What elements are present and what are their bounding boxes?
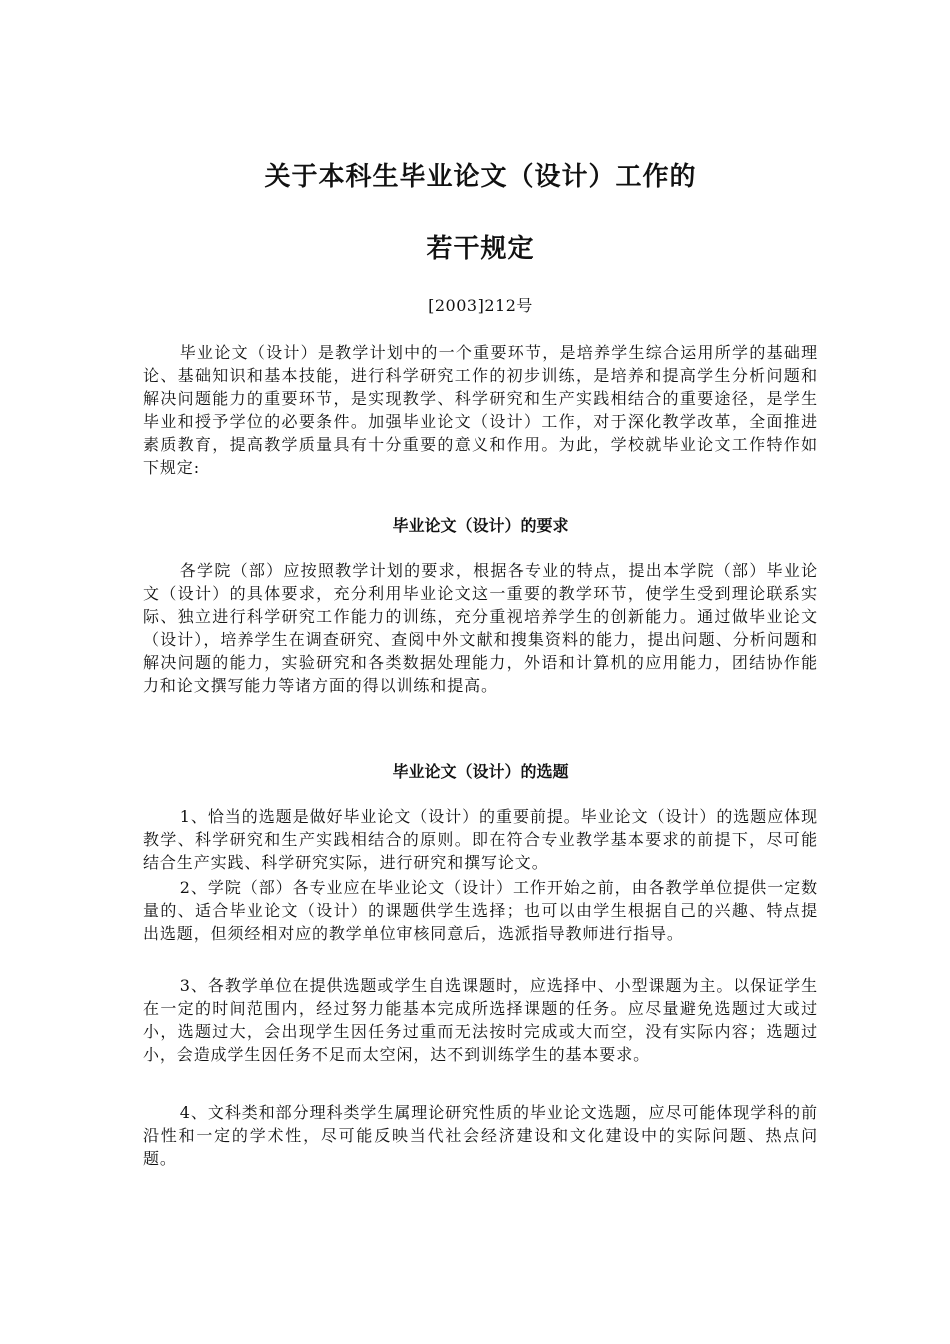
document-number: [2003]212号: [428, 296, 533, 315]
section-heading-topic-selection: 毕业论文（设计）的选题: [392, 762, 569, 781]
requirements-paragraph: 各学院（部）应按照教学计划的要求，根据各专业的特点，提出本学院（部）毕业论文（设计）的具体要求，充分利用毕业论文这一重要的教学环节，使学生受到理论联系实际、独立进行科学研究工作能力的训练，充分重视培养学生的创新能力。通过做毕业论文（设计），培养学生在调查研究、查阅中外文献和搜集资料的能力，提出问题、分析问题和解决问题的能力，实验研究和各类数据处理能力，外语和计算机的应用能力，团结协作能力和论文撰写能力等诸方面的得以训练和提高。: [143, 561, 818, 695]
topic-selection-item-1: 1、恰当的选题是做好毕业论文（设计）的重要前提。毕业论文（设计）的选题应体现教学、科学研究和生产实践相结合的原则。即在符合专业教学基本要求的前提下，尽可能结合生产实践、科学研究实际，进行研究和撰写论文。: [143, 807, 818, 872]
intro-paragraph: 毕业论文（设计）是教学计划中的一个重要环节，是培养学生综合运用所学的基础理论、基础知识和基本技能，进行科学研究工作的初步训练，是培养和提高学生分析问题和解决问题能力的重要环节，是实现教学、科学研究和生产实践相结合的重要途径，是学生毕业和授予学位的必要条件。加强毕业论文（设计）工作，对于深化教学改革，全面推进素质教育，提高教学质量具有十分重要的意义和作用。为此，学校就毕业论文工作特作如下规定:: [143, 343, 818, 477]
section-heading-requirements: 毕业论文（设计）的要求: [392, 516, 569, 535]
topic-selection-item-3: 3、各教学单位在提供选题或学生自选课题时，应选择中、小型课题为主。以保证学生在一定的时间范围内，经过努力能基本完成所选择课题的任务。应尽量避免选题过大或过小，选题过大，会出现学生因任务过重而无法按时完成或大而空，没有实际内容；选题过小，会造成学生因任务不足而太空闲，达不到训练学生的基本要求。: [143, 976, 818, 1064]
topic-selection-item-4: 4、文科类和部分理科类学生属理论研究性质的毕业论文选题，应尽可能体现学科的前沿性和一定的学术性，尽可能反映当代社会经济建设和文化建设中的实际问题、热点问题。: [143, 1103, 818, 1168]
document-title-line2: 若干规定: [426, 234, 535, 264]
document-title-line1: 关于本科生毕业论文（设计）工作的: [264, 162, 697, 192]
topic-selection-item-2: 2、学院（部）各专业应在毕业论文（设计）工作开始之前，由各教学单位提供一定数量的、适合毕业论文（设计）的课题供学生选择；也可以由学生根据自己的兴趣、特点提出选题，但须经相对应的教学单位审核同意后，选派指导教师进行指导。: [143, 878, 818, 943]
